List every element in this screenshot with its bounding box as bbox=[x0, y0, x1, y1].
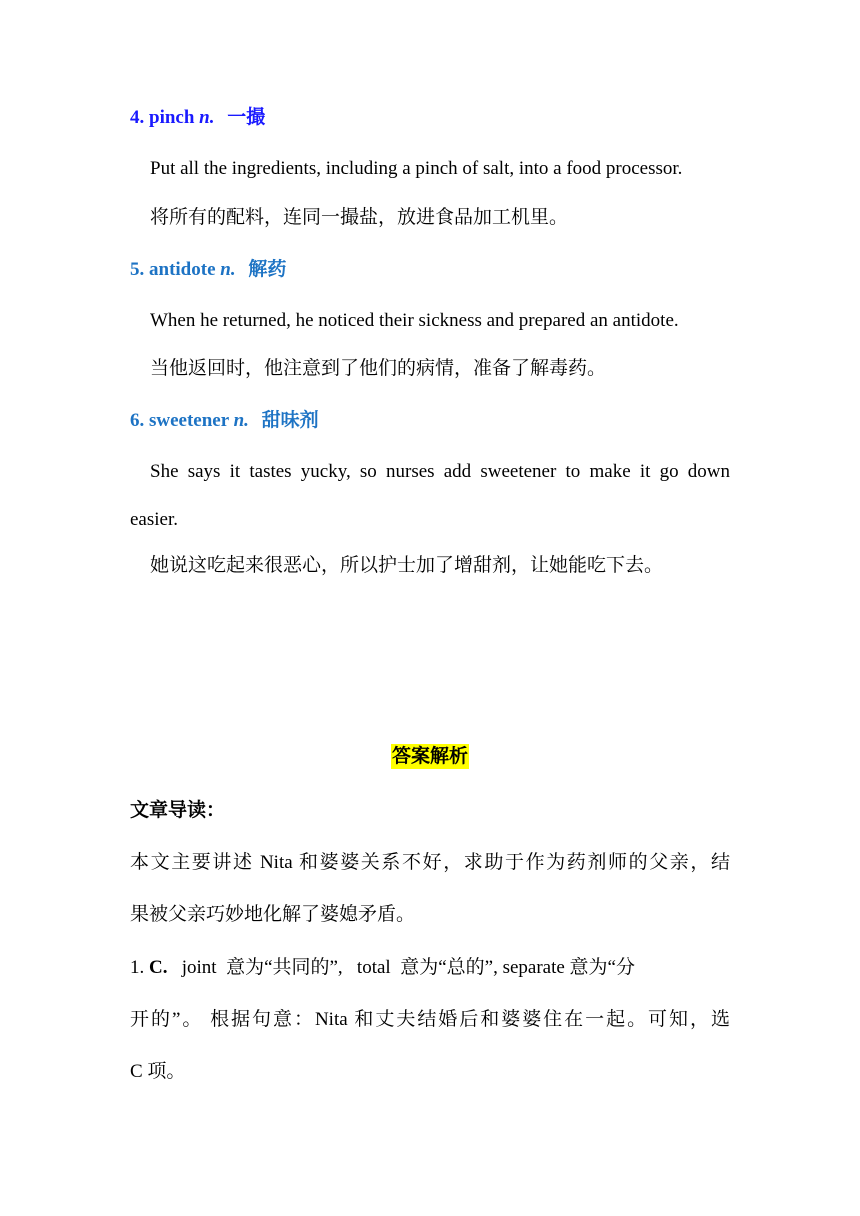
vocab-pos: n. bbox=[220, 259, 236, 280]
intro-label: 文章导读： bbox=[130, 800, 226, 821]
example-sentence-cn: 她说这吃起来很恶心，所以护士加了增甜剂，让她能吃下去。 bbox=[150, 555, 664, 576]
example-sentence-cn: 将所有的配料，连同一撮盐，放进食品加工机里。 bbox=[150, 207, 569, 228]
question-explanation: joint 意为“共同的”, total 意为“总的”, separate 意为“分 bbox=[167, 957, 635, 978]
question-number: 1. bbox=[130, 957, 149, 978]
answer-section-title: 答案解析 bbox=[391, 746, 468, 767]
example-sentence-en-cont: easier. bbox=[130, 509, 179, 530]
example-sentence-cn: 当他返回时，他注意到了他们的病情，准备了解毒药。 bbox=[150, 358, 607, 379]
intro-text-line2: 果被父亲巧妙地化解了婆媳矛盾。 bbox=[130, 904, 416, 925]
example-sentence-en: She says it tastes yucky, so nurses add sweetener to make it go down bbox=[150, 461, 730, 482]
vocab-word: 6. sweetener bbox=[130, 410, 229, 431]
vocab-meaning: 解药 bbox=[248, 259, 287, 280]
vocab-meaning: 一撮 bbox=[227, 107, 266, 128]
example-sentence-en: Put all the ingredients, including a pinch of salt, into a food processor. bbox=[150, 158, 683, 179]
vocab-heading-6 bbox=[130, 408, 319, 434]
question-1-explanation-line2: 开的”。 根据句意：Nita 和丈夫结婚后和婆婆住在一起。可知，选 bbox=[130, 1009, 730, 1030]
vocab-pos: n. bbox=[199, 107, 215, 128]
question-1-explanation-line3: C 项。 bbox=[130, 1061, 186, 1082]
vocab-word: 5. antidote bbox=[130, 259, 216, 280]
vocab-pos: n. bbox=[233, 410, 249, 431]
intro-text-line1: 本文主要讲述 Nita 和婆婆关系不好，求助于作为药剂师的父亲，结 bbox=[130, 852, 730, 873]
vocab-meaning: 甜味剂 bbox=[261, 410, 319, 431]
question-1-explanation-line1 bbox=[130, 955, 635, 981]
example-sentence-en: When he returned, he noticed their sickness and prepared an antidote. bbox=[150, 310, 679, 331]
vocab-heading-5 bbox=[130, 257, 286, 283]
vocab-heading-4 bbox=[130, 105, 265, 131]
question-answer: C. bbox=[149, 957, 168, 978]
vocab-word: 4. pinch bbox=[130, 107, 195, 128]
